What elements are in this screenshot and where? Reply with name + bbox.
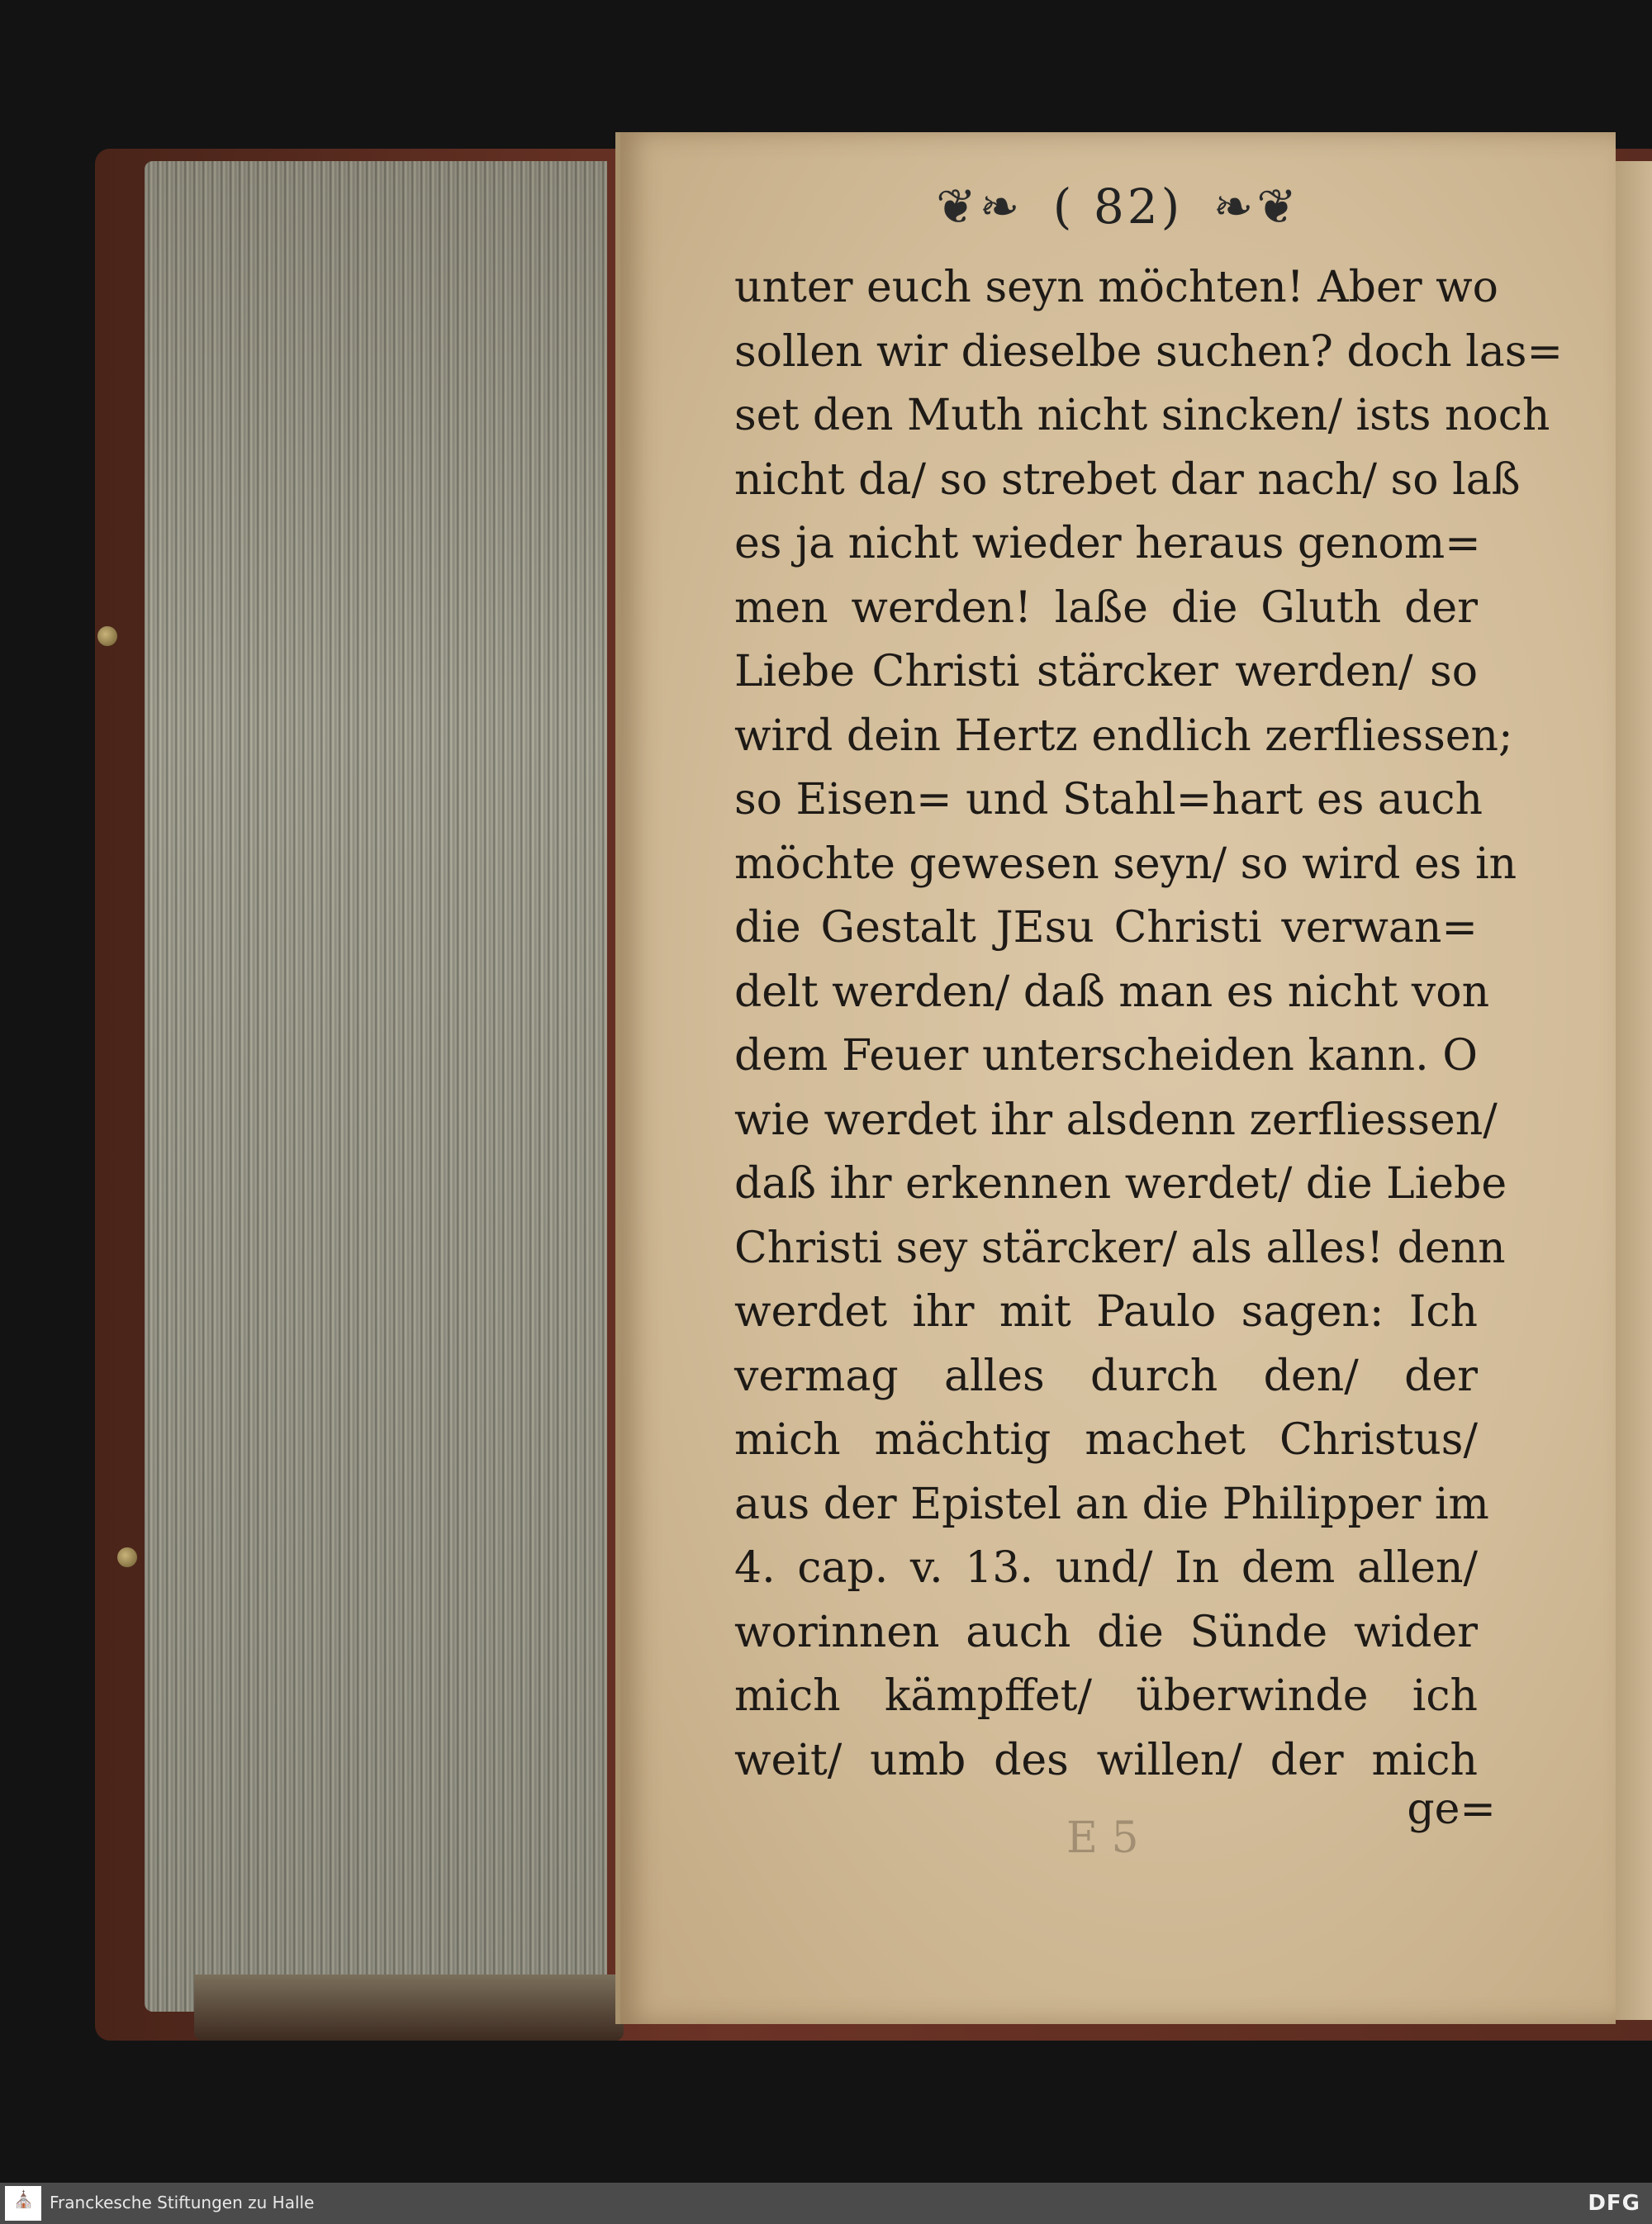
ornament-left-icon: ❦❧ xyxy=(936,178,1023,235)
text-line: delt werden/ daß man es nicht von xyxy=(734,967,1490,1017)
viewer-footer xyxy=(0,2183,1652,2224)
text-line: weit/ umb des willen/ der mich xyxy=(734,1735,1478,1785)
clasp-bottom xyxy=(117,1547,137,1567)
text-line: dem Feuer unterscheiden kann. O xyxy=(734,1031,1478,1081)
text-line: worinnen auch die Sünde wider xyxy=(734,1607,1478,1657)
page-block-shade xyxy=(145,161,607,2012)
text-line: vermag alles durch den/ der xyxy=(734,1351,1478,1401)
page-block-bottom xyxy=(194,1975,624,2041)
text-line: wird dein Hertz endlich zerfliessen; xyxy=(734,710,1513,761)
text-line: set den Muth nicht sincken/ ists noch xyxy=(734,391,1550,440)
text-line: unter euch seyn möchten! Aber wo xyxy=(734,263,1498,312)
clasp-top xyxy=(97,626,117,646)
text-line: so Eisen= und Stahl=hart es auch xyxy=(734,775,1483,824)
signature-mark: E 5 xyxy=(1066,1813,1139,1863)
text-line: men werden! laße die Gluth der xyxy=(734,582,1478,633)
text-line: mich kämpffet/ überwinde ich xyxy=(734,1671,1478,1721)
text-line: 4. cap. v. 13. und/ In dem allen/ xyxy=(734,1543,1478,1593)
dfg-badge: DFG xyxy=(1588,2191,1640,2216)
text-line: Christi sey stärcker/ als alles! denn xyxy=(734,1223,1506,1273)
text-line: es ja nicht wieder heraus genom= xyxy=(734,519,1481,568)
institution-name: Franckesche Stiftungen zu Halle xyxy=(50,2193,315,2212)
institution-logo-icon xyxy=(5,2186,41,2221)
text-line: daß ihr erkennen werdet/ die Liebe xyxy=(734,1159,1507,1209)
text-line: wie werdet ihr alsdenn zerfliessen/ xyxy=(734,1095,1498,1145)
text-line: sollen wir dieselbe suchen? doch las= xyxy=(734,326,1564,377)
text-line: werdet ihr mit Paulo sagen: Ich xyxy=(734,1287,1478,1337)
text-line: aus der Epistel an die Philipper im xyxy=(734,1479,1489,1529)
text-line: mich mächtig machet Christus/ xyxy=(734,1415,1478,1465)
text-line: möchte gewesen seyn/ so wird es in xyxy=(734,839,1517,889)
text-line: nicht da/ so strebet dar nach/ so laß xyxy=(734,454,1521,505)
logo-glyph-icon: ⛪ xyxy=(13,2189,34,2209)
text-line: Liebe Christi stärcker werden/ so xyxy=(734,647,1478,696)
page-number: ( 82) xyxy=(1052,178,1184,235)
page-header xyxy=(620,178,1616,235)
catchword: ge= xyxy=(1407,1784,1496,1834)
text-block xyxy=(734,256,1564,1793)
book-page xyxy=(615,132,1616,2024)
ornament-right-icon: ❧❦ xyxy=(1213,178,1300,235)
text-line: die Gestalt JEsu Christi verwan= xyxy=(734,903,1478,953)
